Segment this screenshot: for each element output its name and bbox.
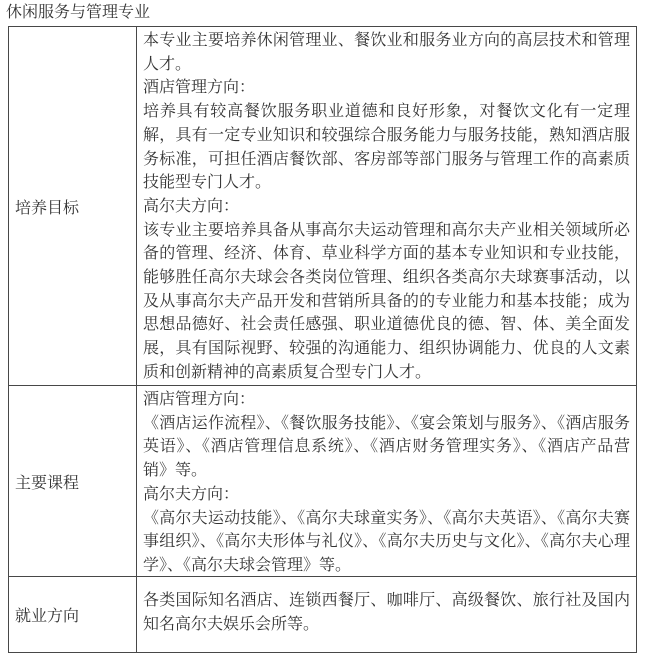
paragraph: 各类国际知名酒店、连锁西餐厅、咖啡厅、高级餐饮、旅行社及国内知名高尔夫娱乐会所等。 (143, 592, 630, 633)
paragraph: 高尔夫方向： (143, 197, 240, 215)
document-title: 休闲服务与管理专业 (6, 4, 151, 21)
row-label-text: 就业方向 (15, 608, 80, 625)
table-row-employment-direction (9, 576, 636, 652)
paragraph: 《酒店运作流程》、《餐饮服务技能》、《宴会策划与服务》、《酒店服务英语》、《酒店管理信息系统》、《酒店财务管理实务》、《酒店产品营销》等。 (143, 414, 630, 480)
row-label-cell (9, 386, 137, 576)
paragraph: 该专业主要培养具备从事高尔夫运动管理和高尔夫产业相关领域所必备的管理、经济、体育、草业科学方面的基本专业知识和专业技能，能够胜任高尔夫球会各类岗位管理、组织各类高尔夫球赛事活动，以及从事高尔夫产品开发和营销所具备的的专业能力和基本技能；成为思想品德好、社会责任感强、职业道德优良的德、智、体、美全面发展，具有国际视野、较强的沟通能力、组织协调能力、优良的人文素质和创新精神的高素质复合型专门人才。 (143, 221, 630, 381)
paragraph: 高尔夫方向： (143, 485, 240, 503)
row-label-cell (9, 577, 137, 652)
paragraph: 《高尔夫运动技能》、《高尔夫球童实务》、《高尔夫英语》、《高尔夫赛事组织》、《高尔夫形体与礼仪》、《高尔夫历史与文化》、《高尔夫心理学》、《高尔夫球会管理》等。 (143, 509, 630, 574)
row-content-cell (137, 27, 636, 385)
row-content-cell (137, 577, 636, 652)
row-label-text: 主要课程 (15, 474, 80, 492)
table-row-training-objectives (9, 27, 636, 385)
paragraph: 培养具有较高餐饮服务职业道德和良好形象，对餐饮文化有一定理解，具有一定专业知识和较强综合服务能力与服务技能，熟知酒店服务标准，可担任酒店餐饮部、客房部等部门服务与管理工作的高素质技能型专门人才。 (143, 103, 630, 192)
paragraph: 本专业主要培养休闲管理业、餐饮业和服务业方向的高层技术和管理人才。 (143, 32, 630, 73)
row-label-text: 培养目标 (15, 199, 80, 217)
row-content-cell (137, 386, 636, 576)
major-info-table (8, 26, 637, 653)
paragraph: 酒店管理方向： (143, 391, 256, 408)
table-row-main-courses (9, 385, 636, 576)
row-label-cell (9, 27, 137, 385)
paragraph: 酒店管理方向： (143, 79, 256, 97)
